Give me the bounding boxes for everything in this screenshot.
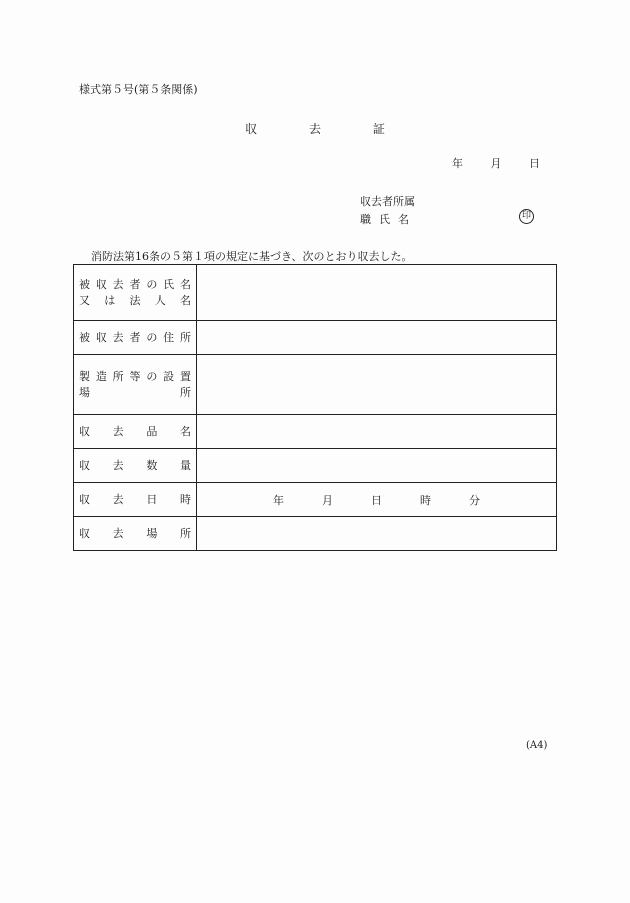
table-row [74, 483, 557, 517]
label-char: 収 [95, 277, 107, 291]
label-line-spaced [79, 369, 191, 385]
label-line-spaced [79, 526, 191, 542]
date-unit-day: 日 [529, 157, 540, 170]
label-char: 去 [112, 526, 124, 540]
dt-unit-day: 日 [371, 493, 382, 507]
table-row [74, 321, 557, 355]
seizure-form-table [73, 264, 557, 551]
dt-unit-year: 年 [273, 493, 284, 507]
table-row [74, 355, 557, 415]
label-char: 名 [179, 277, 191, 291]
label-line-spaced [79, 492, 191, 508]
row-label [74, 517, 197, 551]
label-char: 氏 [163, 277, 175, 291]
title-char: 証 [372, 122, 385, 136]
label-char: 製 [79, 369, 90, 383]
table-row [74, 415, 557, 449]
label-char: 去 [112, 330, 124, 344]
label-char: 設 [163, 369, 175, 383]
label-char: 所 [112, 369, 124, 383]
label-char: 去 [112, 492, 124, 506]
label-char: の [146, 330, 158, 344]
label-char: 場 [79, 385, 90, 399]
officer-name-label: 職氏名 [360, 213, 417, 226]
label-line-spaced [79, 458, 191, 474]
dt-unit-minute: 分 [469, 493, 480, 507]
issue-date [452, 155, 540, 171]
label-char: 者 [129, 277, 141, 291]
label-char: 被 [79, 330, 90, 344]
row-value-field[interactable] [197, 517, 557, 551]
label-char: 品 [146, 424, 158, 438]
label-char: 去 [112, 458, 124, 472]
table-row [74, 449, 557, 483]
row-label [74, 415, 197, 449]
label-char: 収 [79, 424, 90, 438]
document-title [0, 120, 630, 137]
statement-text: 消防法第16条の５第１項の規定に基づき、次のとおり収去した。 [91, 250, 413, 263]
label-char: 置 [179, 369, 191, 383]
label-char: 収 [79, 458, 90, 472]
label-char: 造 [95, 369, 107, 383]
label-char: 被 [79, 277, 90, 291]
title-char: 去 [308, 122, 321, 136]
date-unit-year: 年 [452, 157, 463, 170]
label-char: 収 [95, 330, 107, 344]
row-value-field[interactable] [197, 321, 557, 355]
label-char: 名 [180, 293, 191, 307]
label-line-spaced [79, 293, 191, 309]
datetime-field[interactable] [197, 483, 557, 517]
datetime-units [197, 492, 556, 508]
label-line-spaced [79, 424, 191, 440]
row-value-field[interactable] [197, 415, 557, 449]
label-char: 名 [179, 424, 191, 438]
form-number: 様式第５号(第５条関係) [79, 83, 198, 96]
label-line-spaced [79, 277, 191, 293]
label-char: 所 [179, 526, 191, 540]
label-char: 去 [112, 277, 124, 291]
label-char: 数 [146, 458, 158, 472]
paper-size-note: (A4) [526, 740, 548, 751]
label-char: 去 [112, 424, 124, 438]
row-label [74, 265, 197, 321]
row-label [74, 355, 197, 415]
label-char: 量 [179, 458, 191, 472]
row-value-field[interactable] [197, 449, 557, 483]
row-label [74, 321, 197, 355]
label-char: 収 [79, 526, 90, 540]
row-label [74, 449, 197, 483]
dt-unit-hour: 時 [420, 493, 431, 507]
label-line-spaced [79, 385, 191, 401]
label-line-spaced [79, 330, 191, 346]
table-row [74, 517, 557, 551]
label-char: 等 [129, 369, 141, 383]
label-char: 所 [179, 330, 191, 344]
label-char: 時 [179, 492, 191, 506]
label-char: 法 [129, 293, 141, 307]
label-char: 所 [180, 385, 191, 399]
label-char: 又 [79, 293, 90, 307]
label-char: の [146, 277, 158, 291]
title-char: 収 [245, 122, 258, 136]
label-char: の [146, 369, 158, 383]
label-char: 場 [146, 526, 158, 540]
officer-affiliation: 収去者所属 [360, 195, 415, 208]
row-label [74, 483, 197, 517]
label-char: 人 [154, 293, 166, 307]
label-char: 住 [163, 330, 175, 344]
row-value-field[interactable] [197, 355, 557, 415]
date-unit-month: 月 [490, 157, 502, 170]
dt-unit-month: 月 [322, 493, 333, 507]
seal-mark: 印 [519, 209, 534, 224]
row-value-field[interactable] [197, 265, 557, 321]
label-char: 者 [129, 330, 141, 344]
label-char: 日 [146, 492, 158, 506]
table-row [74, 265, 557, 321]
label-char: 収 [79, 492, 90, 506]
label-char: は [104, 293, 116, 307]
